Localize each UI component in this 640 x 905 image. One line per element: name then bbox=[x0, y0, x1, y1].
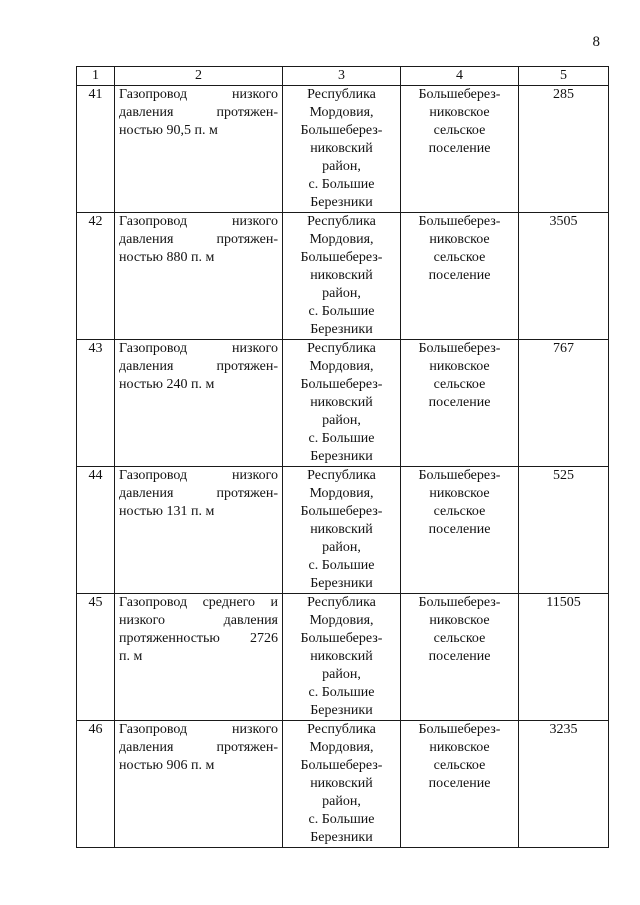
value-cell: 3235 bbox=[519, 721, 609, 848]
object-name-cell bbox=[115, 213, 283, 340]
settlement-line: сельское bbox=[433, 504, 486, 519]
settlement-cell bbox=[401, 594, 519, 721]
object-name-cell bbox=[115, 594, 283, 721]
object-name-cell bbox=[115, 86, 283, 213]
row-number: 45 bbox=[77, 594, 115, 721]
location-line: с. Большие bbox=[308, 177, 375, 192]
settlement-line: поселение bbox=[428, 649, 491, 664]
settlement-line: сельское bbox=[433, 250, 486, 265]
location-line: никовский bbox=[310, 522, 373, 537]
location-line: Республика bbox=[307, 468, 376, 483]
settlement-line: никовское bbox=[429, 359, 490, 374]
location-line: Большеберез- bbox=[300, 758, 383, 773]
object-name-line: п. м bbox=[119, 649, 143, 664]
settlement-line: никовское bbox=[429, 486, 490, 501]
column-header: 3 bbox=[283, 67, 401, 86]
settlement-line: Большеберез- bbox=[418, 468, 501, 483]
settlement-cell bbox=[401, 721, 519, 848]
settlement-line: сельское bbox=[433, 631, 486, 646]
location-line: с. Большие bbox=[308, 304, 375, 319]
location-line: Республика bbox=[307, 87, 376, 102]
object-name-line: ностью 90,5 п. м bbox=[119, 123, 218, 138]
table-row bbox=[77, 467, 609, 594]
object-name-line: Газопровод среднего и bbox=[119, 595, 278, 610]
settlement-line: поселение bbox=[428, 141, 491, 156]
location-line: с. Большие bbox=[308, 685, 375, 700]
location-line: Мордовия, bbox=[309, 486, 374, 501]
object-name-line: Газопровод низкого bbox=[119, 722, 278, 737]
location-line: с. Большие bbox=[308, 812, 375, 827]
location-line: Березники bbox=[310, 449, 373, 464]
location-line: район, bbox=[322, 413, 361, 428]
location-cell bbox=[283, 467, 401, 594]
value-cell: 767 bbox=[519, 340, 609, 467]
settlement-cell bbox=[401, 213, 519, 340]
settlement-line: Большеберез- bbox=[418, 341, 501, 356]
settlement-line: никовское bbox=[429, 105, 490, 120]
table-row bbox=[77, 340, 609, 467]
settlement-line: сельское bbox=[433, 377, 486, 392]
object-name-line: давления протяжен- bbox=[119, 740, 278, 755]
settlement-line: сельское bbox=[433, 758, 486, 773]
column-header: 1 bbox=[77, 67, 115, 86]
settlement-line: поселение bbox=[428, 268, 491, 283]
value-cell: 3505 bbox=[519, 213, 609, 340]
value-cell: 285 bbox=[519, 86, 609, 213]
location-line: Березники bbox=[310, 576, 373, 591]
location-line: никовский bbox=[310, 141, 373, 156]
location-line: Мордовия, bbox=[309, 740, 374, 755]
settlement-line: никовское bbox=[429, 613, 490, 628]
object-name-line: ностью 240 п. м bbox=[119, 377, 215, 392]
location-line: Березники bbox=[310, 703, 373, 718]
location-line: Березники bbox=[310, 195, 373, 210]
settlement-line: поселение bbox=[428, 776, 491, 791]
row-number: 41 bbox=[77, 86, 115, 213]
location-line: Большеберез- bbox=[300, 377, 383, 392]
column-header: 4 bbox=[401, 67, 519, 86]
settlement-cell bbox=[401, 340, 519, 467]
location-line: Большеберез- bbox=[300, 631, 383, 646]
location-line: никовский bbox=[310, 268, 373, 283]
page-number: 8 bbox=[592, 34, 600, 50]
row-number: 43 bbox=[77, 340, 115, 467]
row-number: 44 bbox=[77, 467, 115, 594]
settlement-line: поселение bbox=[428, 395, 491, 410]
table-header-row bbox=[77, 67, 609, 86]
object-name-line: давления протяжен- bbox=[119, 232, 278, 247]
object-name-line: Газопровод низкого bbox=[119, 468, 278, 483]
location-line: никовский bbox=[310, 395, 373, 410]
settlement-line: сельское bbox=[433, 123, 486, 138]
object-name-line: Газопровод низкого bbox=[119, 214, 278, 229]
settlement-cell bbox=[401, 86, 519, 213]
value-cell: 525 bbox=[519, 467, 609, 594]
location-line: Березники bbox=[310, 830, 373, 845]
object-name-line: ностью 880 п. м bbox=[119, 250, 215, 265]
location-line: Республика bbox=[307, 214, 376, 229]
location-cell bbox=[283, 86, 401, 213]
settlement-line: Большеберез- bbox=[418, 722, 501, 737]
settlement-line: никовское bbox=[429, 740, 490, 755]
location-line: Березники bbox=[310, 322, 373, 337]
table-row bbox=[77, 594, 609, 721]
table-row bbox=[77, 86, 609, 213]
location-cell bbox=[283, 340, 401, 467]
settlement-line: Большеберез- bbox=[418, 214, 501, 229]
table-body bbox=[77, 86, 609, 848]
row-number: 42 bbox=[77, 213, 115, 340]
settlement-line: поселение bbox=[428, 522, 491, 537]
location-line: никовский bbox=[310, 776, 373, 791]
location-cell bbox=[283, 594, 401, 721]
column-header: 2 bbox=[115, 67, 283, 86]
location-line: район, bbox=[322, 540, 361, 555]
value-cell: 11505 bbox=[519, 594, 609, 721]
location-line: район, bbox=[322, 794, 361, 809]
table-row bbox=[77, 213, 609, 340]
object-name-cell bbox=[115, 721, 283, 848]
object-name-cell bbox=[115, 467, 283, 594]
location-line: Республика bbox=[307, 595, 376, 610]
object-name-line: Газопровод низкого bbox=[119, 87, 278, 102]
object-name-line: давления протяжен- bbox=[119, 105, 278, 120]
settlement-line: Большеберез- bbox=[418, 87, 501, 102]
column-header: 5 bbox=[519, 67, 609, 86]
location-line: с. Большие bbox=[308, 558, 375, 573]
object-name-line: ностью 906 п. м bbox=[119, 758, 215, 773]
object-name-line: давления протяжен- bbox=[119, 486, 278, 501]
row-number: 46 bbox=[77, 721, 115, 848]
location-line: никовский bbox=[310, 649, 373, 664]
location-cell bbox=[283, 721, 401, 848]
settlement-cell bbox=[401, 467, 519, 594]
location-line: Большеберез- bbox=[300, 123, 383, 138]
registry-table bbox=[76, 66, 609, 848]
location-line: Мордовия, bbox=[309, 232, 374, 247]
location-line: Мордовия, bbox=[309, 613, 374, 628]
location-line: Мордовия, bbox=[309, 105, 374, 120]
location-line: Республика bbox=[307, 341, 376, 356]
object-name-line: протяженностью 2726 bbox=[119, 631, 278, 646]
location-line: Большеберез- bbox=[300, 504, 383, 519]
object-name-line: низкого давления bbox=[119, 613, 278, 628]
object-name-line: давления протяжен- bbox=[119, 359, 278, 374]
table-row bbox=[77, 721, 609, 848]
location-line: с. Большие bbox=[308, 431, 375, 446]
location-line: Республика bbox=[307, 722, 376, 737]
location-line: Мордовия, bbox=[309, 359, 374, 374]
location-line: район, bbox=[322, 286, 361, 301]
settlement-line: Большеберез- bbox=[418, 595, 501, 610]
object-name-line: ностью 131 п. м bbox=[119, 504, 215, 519]
location-line: район, bbox=[322, 667, 361, 682]
object-name-cell bbox=[115, 340, 283, 467]
location-line: район, bbox=[322, 159, 361, 174]
settlement-line: никовское bbox=[429, 232, 490, 247]
location-cell bbox=[283, 213, 401, 340]
location-line: Большеберез- bbox=[300, 250, 383, 265]
object-name-line: Газопровод низкого bbox=[119, 341, 278, 356]
